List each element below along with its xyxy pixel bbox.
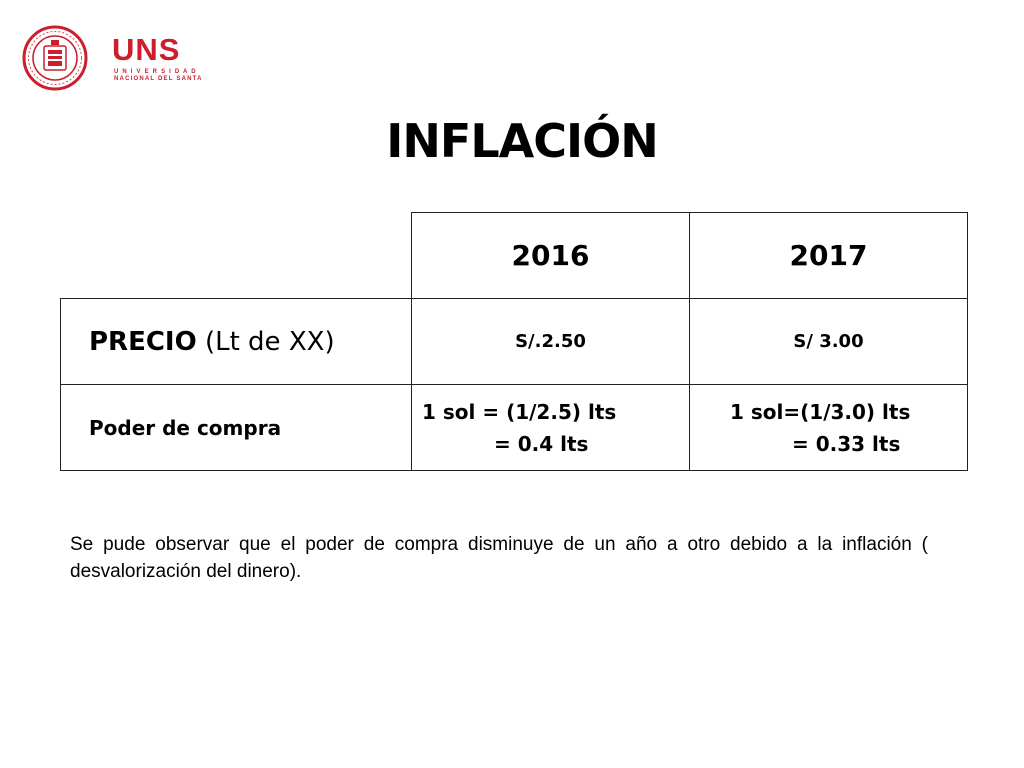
precio-row xyxy=(61,299,968,385)
poder-2017-line2: = 0.33 lts xyxy=(792,431,901,456)
precio-2017: S/ 3.00 xyxy=(690,299,968,385)
poder-row xyxy=(61,385,968,471)
poder-2016-line1: 1 sol = (1/2.5) lts xyxy=(422,399,617,424)
poder-2017 xyxy=(690,385,968,471)
logo-wordmark: UNS xyxy=(112,32,181,67)
slide-title: INFLACIÓN xyxy=(386,114,658,168)
precio-label xyxy=(61,299,412,385)
poder-2016-line2: = 0.4 lts xyxy=(494,431,589,456)
logo-subtitle xyxy=(114,69,203,83)
uns-logo xyxy=(22,22,203,94)
precio-label-bold: PRECIO xyxy=(89,326,197,357)
precio-label-unit: (Lt de XX) xyxy=(196,326,335,357)
poder-2017-line1: 1 sol=(1/3.0) lts xyxy=(730,399,911,424)
year-2017-header: 2017 xyxy=(690,213,968,299)
inflation-table xyxy=(60,212,968,471)
university-seal-icon xyxy=(22,22,88,94)
table-header-row xyxy=(61,213,968,299)
poder-label: Poder de compra xyxy=(61,385,412,471)
conclusion-note: Se pude observar que el poder de compra disminuye de un año a otro debido a la inflación ( desvalorización del dinero). xyxy=(70,534,928,582)
header-empty-cell xyxy=(61,213,412,299)
year-2016-header: 2016 xyxy=(412,213,690,299)
logo-subtitle-line1: U N I V E R S I D A D xyxy=(114,69,197,75)
precio-2016: S/.2.50 xyxy=(412,299,690,385)
poder-2016 xyxy=(412,385,690,471)
logo-subtitle-line2: NACIONAL DEL SANTA xyxy=(114,76,203,82)
